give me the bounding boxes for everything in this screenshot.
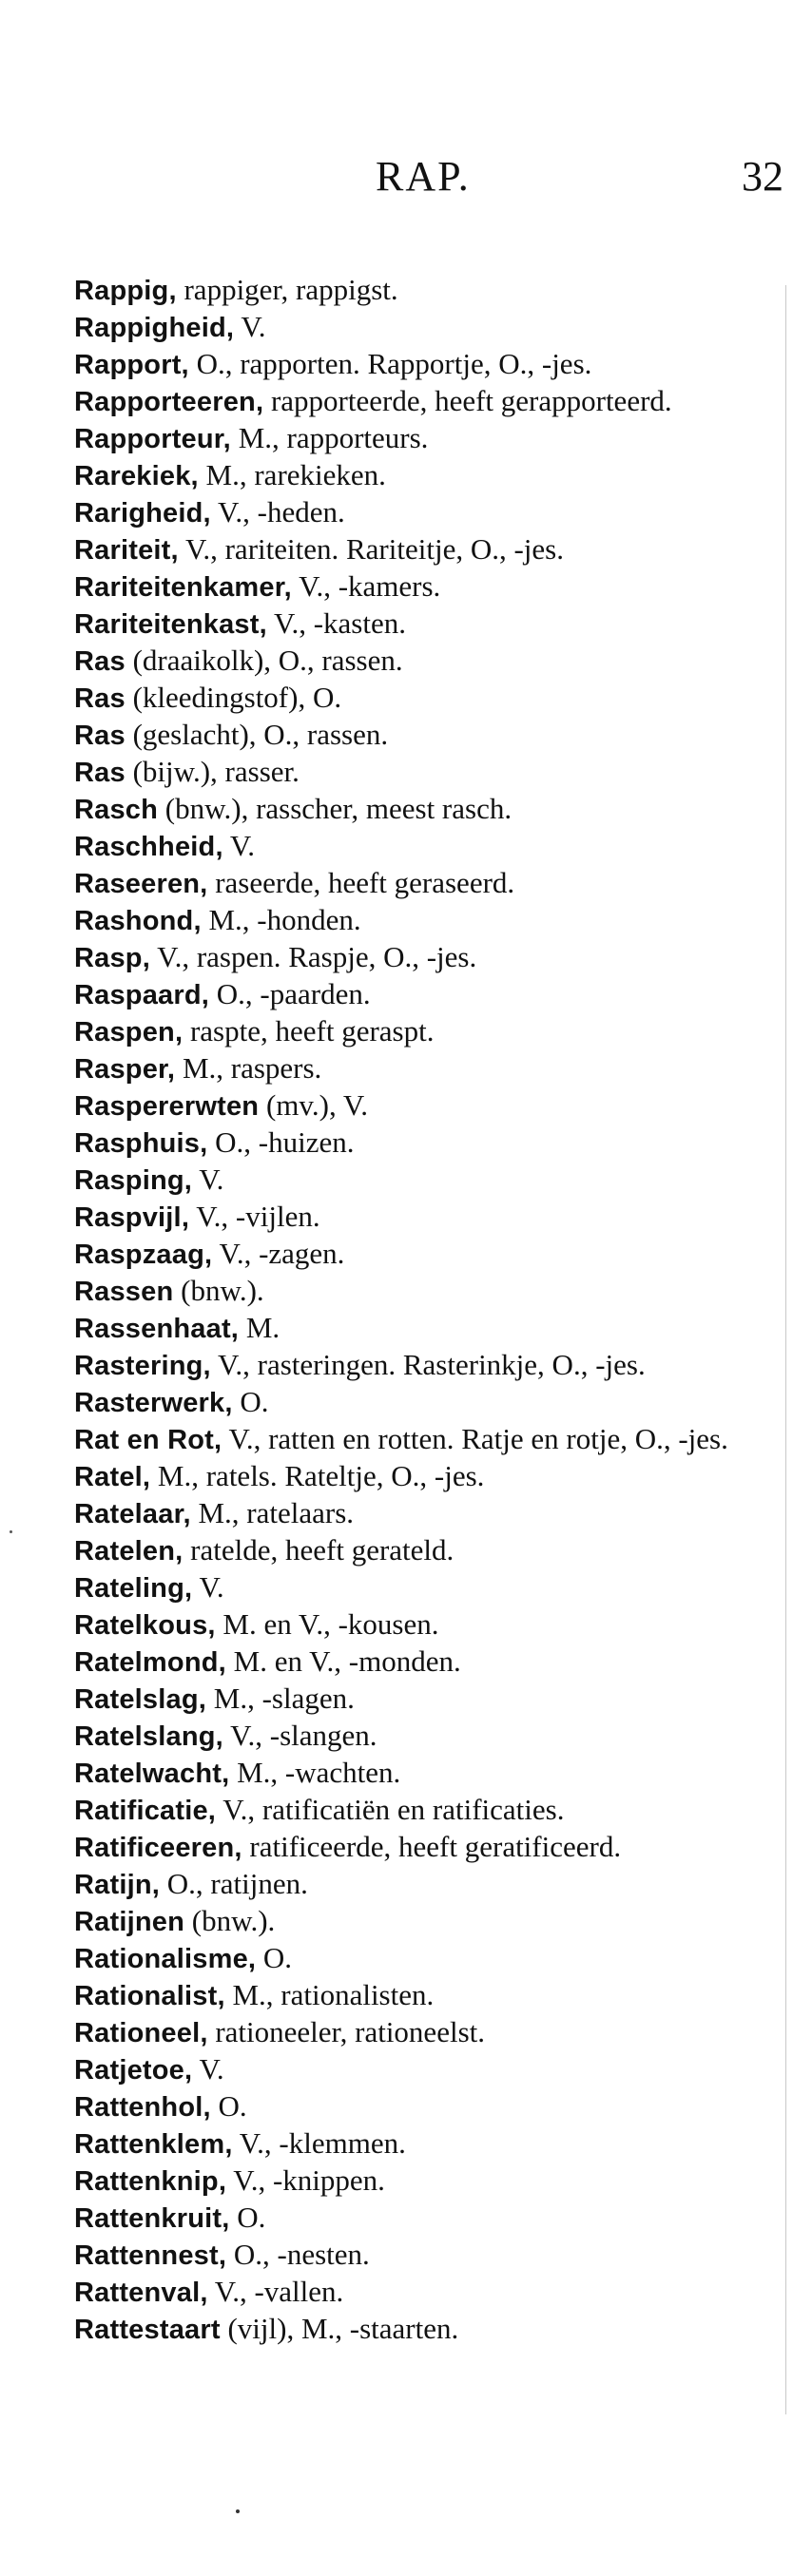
print-speck	[10, 1530, 12, 1533]
dictionary-entry	[74, 1273, 759, 1310]
entry-definition: rapporteerde, heeft gerapporteerd.	[263, 384, 672, 417]
dictionary-entry	[74, 1940, 759, 1977]
entry-headword: Rateling,	[74, 1573, 193, 1604]
entry-definition: V., ratten en rotten. Ratje en rotje, O., -jes.	[222, 1422, 728, 1455]
dictionary-entry	[74, 568, 759, 606]
dictionary-entry	[74, 1755, 759, 1792]
entry-headword: Rashond,	[74, 906, 202, 936]
entry-headword: Rat en Rot,	[74, 1425, 222, 1455]
entry-headword: Ratelmond,	[74, 1647, 226, 1678]
entry-definition: V.	[192, 1570, 224, 1604]
entry-headword: Raspaard,	[74, 980, 210, 1010]
dictionary-entry	[74, 457, 759, 494]
dictionary-entry	[74, 2014, 759, 2051]
entry-headword: Ratificatie,	[74, 1796, 217, 1826]
entry-headword: Rastering,	[74, 1351, 211, 1381]
dictionary-entry	[74, 791, 759, 828]
entry-headword: Raspererwten	[74, 1091, 260, 1122]
dictionary-entry	[74, 976, 759, 1013]
dictionary-entry	[74, 1125, 759, 1162]
entry-headword: Rarekiek,	[74, 461, 199, 491]
dictionary-entry	[74, 1532, 759, 1569]
dictionary-entry	[74, 1644, 759, 1681]
entry-definition: (bijw.), rasser.	[125, 755, 300, 788]
entry-definition: V.	[234, 310, 266, 343]
entry-headword: Rassen	[74, 1277, 174, 1307]
dictionary-entry	[74, 1866, 759, 1903]
entry-headword: Rasch	[74, 795, 159, 825]
entry-headword: Raschheid,	[74, 832, 223, 862]
dictionary-entry	[74, 2051, 759, 2088]
running-head: RAP.	[376, 153, 471, 200]
dictionary-entry	[74, 754, 759, 791]
dictionary-entry	[74, 383, 759, 420]
entry-definition: V., -knippen.	[226, 2163, 385, 2197]
entry-headword: Rariteitenkamer,	[74, 572, 292, 603]
dictionary-entry	[74, 2125, 759, 2163]
entry-definition: M., -slagen.	[206, 1682, 355, 1715]
entry-headword: Rasphuis,	[74, 1128, 208, 1159]
entry-definition: M. en V., -kousen.	[215, 1607, 439, 1641]
entry-headword: Raspzaag,	[74, 1240, 213, 1270]
dictionary-entry	[74, 939, 759, 976]
entry-headword: Ras	[74, 646, 126, 677]
dictionary-entry	[74, 1977, 759, 2014]
entry-definition: raseerde, heeft geraseerd.	[207, 866, 515, 899]
entry-headword: Ratificeeren,	[74, 1833, 242, 1863]
entry-definition: (bnw.).	[184, 1904, 276, 1937]
entry-definition: M., -wachten.	[229, 1756, 401, 1789]
entry-definition: V., rasteringen. Rasterinkje, O., -jes.	[210, 1348, 646, 1381]
entry-headword: Ratjetoe,	[74, 2055, 193, 2086]
entry-definition: V.	[192, 1163, 224, 1196]
entry-headword: Ras	[74, 683, 126, 714]
dictionary-entry	[74, 1903, 759, 1940]
dictionary-entry	[74, 865, 759, 902]
dictionary-entry	[74, 1458, 759, 1495]
dictionary-entry	[74, 2237, 759, 2274]
entry-definition: M., ratelaars.	[190, 1496, 355, 1529]
dictionary-entry	[74, 1087, 759, 1125]
dictionary-entry	[74, 1347, 759, 1384]
entry-headword: Ratel,	[74, 1462, 151, 1492]
dictionary-entry	[74, 1050, 759, 1087]
dictionary-entry	[74, 1495, 759, 1532]
dictionary-entry	[74, 1681, 759, 1718]
entry-definition: rationeeler, rationeelst.	[207, 2015, 485, 2048]
page-header	[0, 152, 793, 219]
entry-headword: Rattenhol,	[74, 2092, 211, 2123]
entry-headword: Rapporteur,	[74, 424, 231, 454]
entry-headword: Rasper,	[74, 1054, 176, 1085]
entry-definition: O., rapporten. Rapportje, O., -jes.	[188, 347, 592, 380]
entry-headword: Rattenklem,	[74, 2129, 233, 2160]
entry-headword: Ratelslag,	[74, 1684, 206, 1715]
entry-headword: Raspvijl,	[74, 1202, 190, 1233]
dictionary-entry	[74, 680, 759, 717]
dictionary-entry	[74, 2163, 759, 2200]
dictionary-entry	[74, 1718, 759, 1755]
dictionary-entry	[74, 2088, 759, 2125]
dictionary-entry	[74, 828, 759, 865]
dictionary-entries	[74, 272, 759, 2348]
entry-headword: Rationeel,	[74, 2018, 208, 2048]
entry-definition: O.	[210, 2089, 247, 2123]
dictionary-entry	[74, 606, 759, 643]
entry-definition: V., rariteiten. Rariteitje, O., -jes.	[178, 532, 564, 566]
dictionary-entry	[74, 1421, 759, 1458]
entry-headword: Rasterwerk,	[74, 1388, 233, 1418]
entry-definition: O.	[229, 2201, 266, 2234]
entry-definition: (bnw.), rasscher, meest rasch.	[158, 792, 513, 825]
dictionary-entry	[74, 309, 759, 346]
print-speck	[236, 2509, 240, 2513]
entry-definition: ratificeerde, heeft geratificeerd.	[242, 1830, 622, 1863]
dictionary-entry	[74, 1792, 759, 1829]
dictionary-entry	[74, 1569, 759, 1606]
dictionary-entry	[74, 1013, 759, 1050]
entry-definition: V., -zagen.	[212, 1237, 345, 1270]
entry-headword: Rariteitenkast,	[74, 609, 267, 640]
page-edge-rule	[785, 285, 786, 2414]
entry-definition: (bnw.).	[173, 1274, 264, 1307]
entry-headword: Ratelaar,	[74, 1499, 191, 1529]
entry-headword: Rassenhaat,	[74, 1314, 240, 1344]
entry-definition: V., -kasten.	[266, 606, 406, 640]
entry-definition: M., rarekieken.	[198, 458, 386, 491]
entry-definition: V., ratificatiën en ratificaties.	[216, 1793, 565, 1826]
entry-definition: M., -honden.	[201, 903, 361, 936]
entry-definition: M. en V., -monden.	[225, 1644, 461, 1678]
entry-definition: V.	[222, 829, 256, 862]
entry-headword: Ratelwacht,	[74, 1759, 230, 1789]
entry-definition: (vijl), M., -staarten.	[220, 2312, 459, 2345]
entry-headword: Ratijnen	[74, 1907, 184, 1937]
entry-definition: V.	[192, 2052, 224, 2086]
entry-definition: V., -vallen.	[207, 2275, 344, 2308]
dictionary-entry	[74, 420, 759, 457]
entry-headword: Ratelkous,	[74, 1610, 216, 1641]
entry-headword: Rapport,	[74, 350, 189, 380]
dictionary-entry	[74, 494, 759, 531]
dictionary-entry	[74, 902, 759, 939]
entry-headword: Rappig,	[74, 276, 177, 306]
entry-definition: (geslacht), O., rassen.	[125, 718, 389, 751]
entry-headword: Ratelen,	[74, 1536, 184, 1567]
entry-definition: M., ratels. Rateltje, O., -jes.	[150, 1459, 485, 1492]
entry-headword: Ras	[74, 721, 126, 751]
dictionary-entry	[74, 2311, 759, 2348]
entry-headword: Raspen,	[74, 1017, 184, 1048]
entry-definition: O.	[256, 1941, 293, 1974]
entry-definition: (draaikolk), O., rassen.	[125, 644, 403, 677]
entry-headword: Rariteit,	[74, 535, 179, 566]
dictionary-entry	[74, 531, 759, 568]
entry-headword: Rattenknip,	[74, 2166, 227, 2197]
entry-definition: (kleedingstof), O.	[125, 681, 342, 714]
entry-headword: Ratelslang,	[74, 1721, 223, 1752]
entry-definition: V., -heden.	[210, 495, 345, 529]
dictionary-entry	[74, 1199, 759, 1236]
entry-definition: O., -huizen.	[207, 1125, 355, 1159]
entry-definition: O., -paarden.	[209, 977, 371, 1010]
entry-headword: Rationalisme,	[74, 1944, 257, 1974]
page-number: 32	[742, 153, 783, 200]
dictionary-entry	[74, 2200, 759, 2237]
entry-definition: raspte, heeft geraspt.	[183, 1014, 435, 1048]
dictionary-entry	[74, 1384, 759, 1421]
entry-headword: Rasping,	[74, 1165, 193, 1196]
entry-definition: V., -klemmen.	[232, 2126, 406, 2160]
entry-definition: V., raspen. Raspje, O., -jes.	[149, 940, 477, 973]
entry-definition: (mv.), V.	[259, 1088, 369, 1122]
entry-headword: Rasp,	[74, 943, 150, 973]
entry-headword: Ras	[74, 758, 126, 788]
dictionary-entry	[74, 717, 759, 754]
entry-definition: V., -vijlen.	[189, 1200, 320, 1233]
entry-definition: O.	[232, 1385, 269, 1418]
entry-definition: M.	[239, 1311, 280, 1344]
entry-headword: Rattennest,	[74, 2240, 227, 2271]
entry-definition: V., -slangen.	[222, 1719, 377, 1752]
entry-definition: rappiger, rappigst.	[176, 273, 398, 306]
dictionary-entry	[74, 2274, 759, 2311]
entry-definition: O., ratijnen.	[160, 1867, 308, 1900]
dictionary-entry	[74, 643, 759, 680]
entry-definition: V., -kamers.	[291, 569, 441, 603]
entry-definition: M., rapporteurs.	[230, 421, 429, 454]
dictionary-entry	[74, 346, 759, 383]
entry-headword: Rationalist,	[74, 1981, 225, 2011]
entry-headword: Rappigheid,	[74, 313, 235, 343]
entry-definition: ratelde, heeft gerateld.	[183, 1533, 455, 1567]
entry-definition: M., rationalisten.	[224, 1978, 435, 2011]
dictionary-entry	[74, 272, 759, 309]
entry-headword: Ratijn,	[74, 1870, 161, 1900]
entry-headword: Rapporteeren,	[74, 387, 264, 417]
entry-headword: Rattenval,	[74, 2278, 208, 2308]
entry-headword: Rattestaart	[74, 2315, 221, 2345]
entry-definition: M., raspers.	[175, 1051, 322, 1085]
dictionary-entry	[74, 1162, 759, 1199]
entry-headword: Rattenkruit,	[74, 2203, 230, 2234]
entry-headword: Rarigheid,	[74, 498, 211, 529]
entry-headword: Raseeren,	[74, 869, 208, 899]
dictionary-entry	[74, 1310, 759, 1347]
dictionary-entry	[74, 1236, 759, 1273]
entry-definition: O., -nesten.	[226, 2238, 370, 2271]
dictionary-entry	[74, 1829, 759, 1866]
dictionary-entry	[74, 1606, 759, 1644]
